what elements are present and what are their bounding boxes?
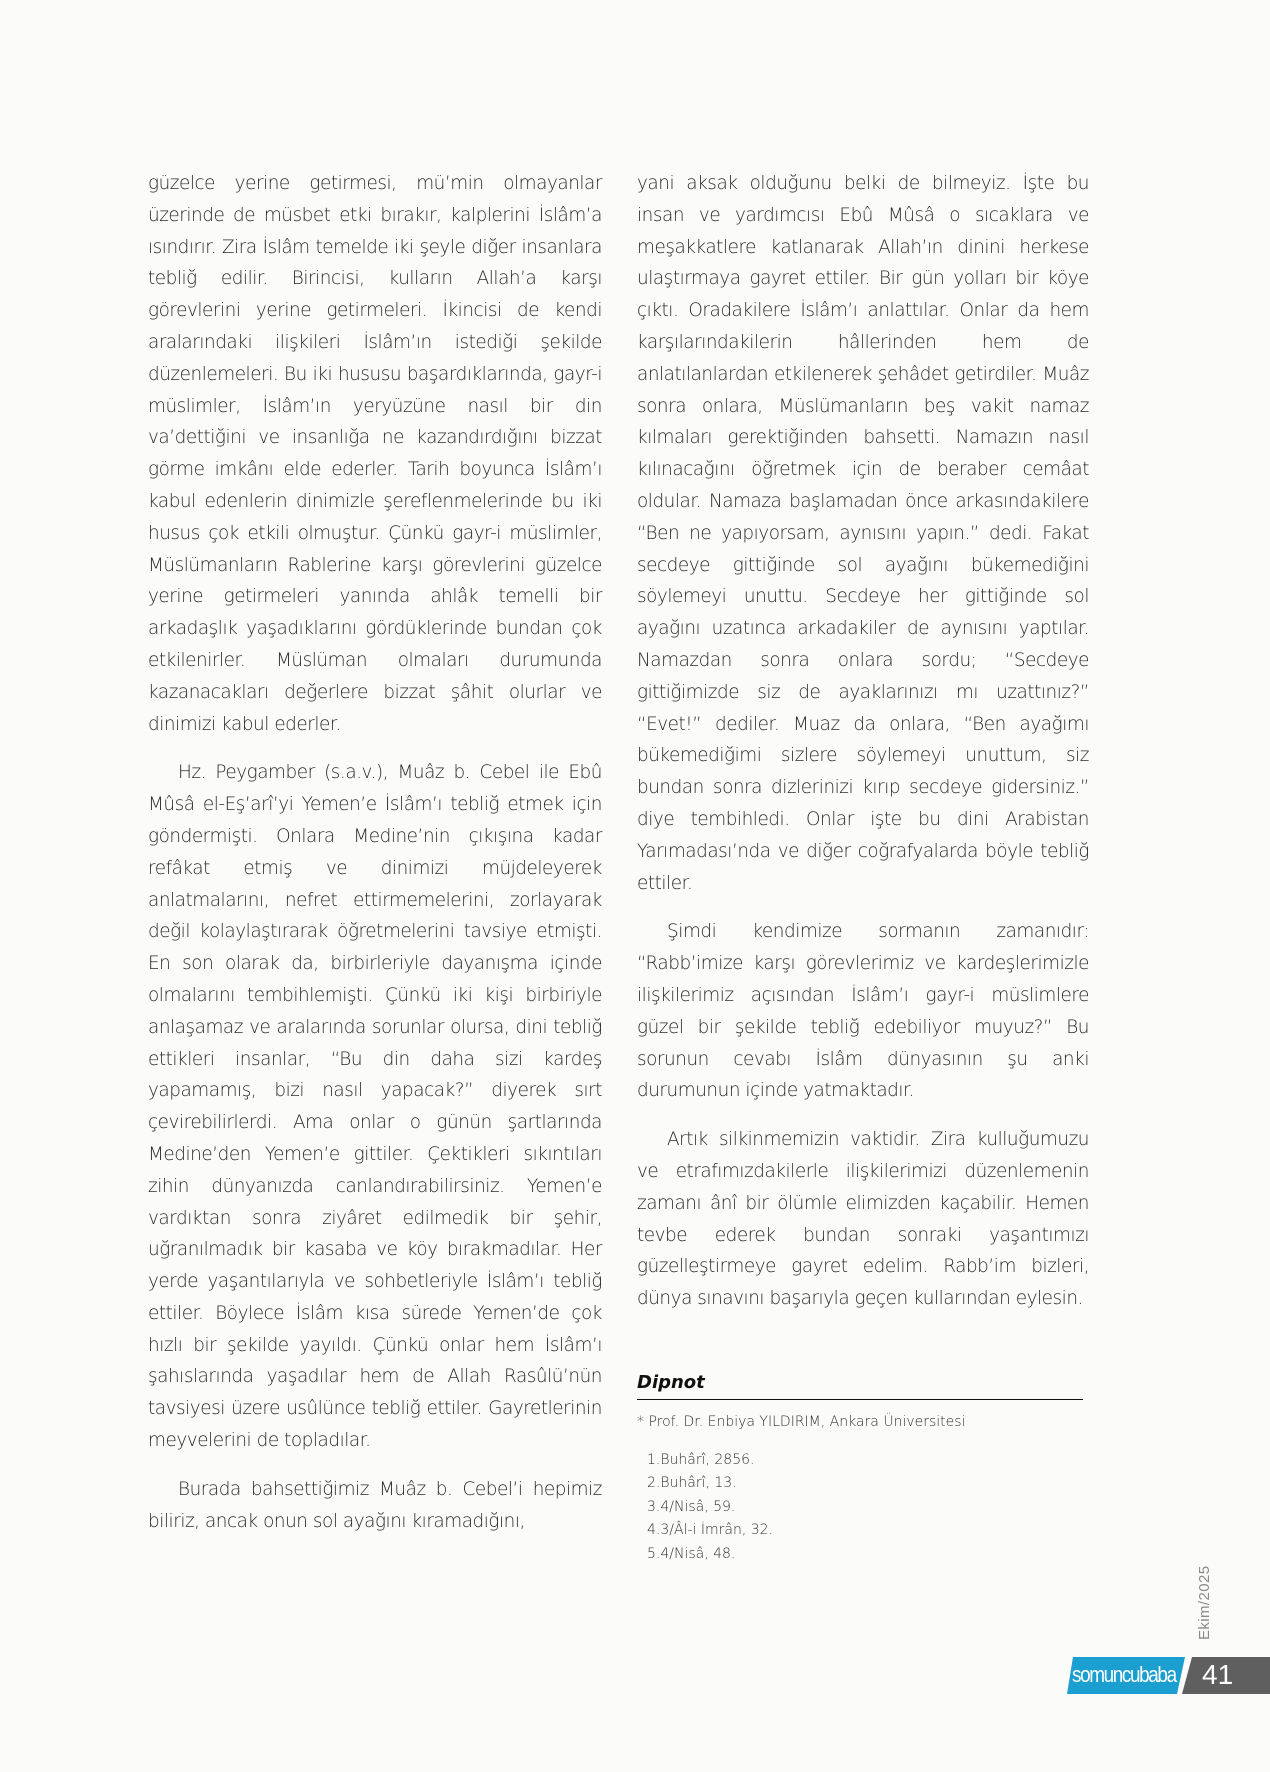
footnotes-list xyxy=(637,1449,1083,1567)
footnote-item: 5.4/Nisâ, 48. xyxy=(647,1545,736,1562)
paragraph: Burada bahsettiğimiz Muâz b. Cebel’i hepimiz biliriz, ancak onun sol ayağını kıramadığını, xyxy=(148,1478,602,1532)
paragraph: Artık silkinmemizin vaktidir. Zira kulluğumuzu ve etrafımızdakilerle ilişkilerimizi düzenlemenin zamanı ânî bir ölümle elimizden kaçabilir. Hemen tevbe ederek bundan sonraki yaşantımızı güzelleştirmeye gayret edelim. Rabb’im bizleri, dünya sınavını başarıyla geçen kullarından eylesin. xyxy=(637,1129,1089,1310)
brand-logo: somuncubaba xyxy=(1072,1662,1176,1687)
footnote-item: 4.3/Âl-i İmrân, 32. xyxy=(647,1522,773,1539)
footnotes-title: Dipnot xyxy=(637,1371,1083,1400)
paragraph: güzelce yerine getirmesi, mü’min olmayanlar üzerinde de müsbet etki bırakır, kalplerini İslâm’a ısındırır. Zira İslâm temelde iki şeyle diğer insanlara tebliğ edilir. Birincisi, kulların Allah’a karşı görevlerini yerine getirmeleri. İkincisi de kendi aralarındaki ilişkileri İslâm’ın istediği şekilde düzenlemeleri. Bu iki hususu başardıklarında, gayr-i müslimler, İslâm’ın yeryüzüne nasıl bir din va’dettiğini ve insanlığa ne kazandırdığını bizzat görme imkânı elde ederler. Tarih boyunca İslâm’ı kabul edenlerin dinimizle şereflenmelerinde bu iki husus çok etkili olmuştur. Çünkü gayr-i müslimler, Müslümanların Rablerine karşı görevlerini güzelce yerine getirmeleri yanında ahlâk temelli bir arkadaşlık yaşadıklarını gördüklerinde bundan çok etkilenirler. Müslüman olmaları durumunda kazanacakları değerlere bizzat şâhit olurlar ve dinimizi kabul ederler. xyxy=(148,173,602,735)
paragraph: yani aksak olduğunu belki de bilmeyiz. İşte bu insan ve yardımcısı Ebû Mûsâ o sıcaklara ve meşakkatlere katlanarak Allah’ın dinini herkese ulaştırmaya gayret ettiler. Bir gün yolları bir köye çıktı. Oradakilere İslâm’ı anlattılar. Onlar da hem karşılarındakilerin hâllerinden hem de anlatılanlardan etkilenerek şehâdet getirdiler. Muâz sonra onlara, Müslümanların beş vakit namaz kılmaları gerektiğinden bahsetti. Namazın nasıl kılınacağını öğretmek için de beraber cemâat oldular. Namaza başlamadan önce arkasındakilere “Ben ne yapıyorsam, aynısını yapın.” dedi. Fakat secdeye gittiğinde sol ayağını bükemediğini söylemeyi unuttu. Secdeye her gittiğinde sol ayağını uzatınca arkadakiler de aynısını yaptılar. Namazdan sonra onlara sordu; “Secdeye gittiğimizde siz de ayaklarınızı mı uzattınız?” “Evet!” dediler. Muaz da onlara, “Ben ayağımı bükemediğimi sizlere söylemeyi unuttum, siz bundan sonra dizlerinizi kırıp secdeye gidersiniz.” diye tembihledi. Onlar işte bu dini Arabistan Yarımadası’nda ve diğer coğrafyalarda böyle tebliğ ettiler. xyxy=(637,173,1089,894)
article-left-column xyxy=(148,168,602,1554)
page-footer-brand xyxy=(1067,1657,1270,1694)
paragraph: Şimdi kendimize sormanın zamanıdır: “Rabb’imize karşı görevlerimiz ve kardeşlerimizle ilişkilerimiz açısından İslâm’ı gayr-i müslimlere güzel bir şekilde tebliğ edebiliyor muyuz?” Bu sorunun cevabı İslâm dünyasının şu anki durumunun içinde yatmaktadır. xyxy=(637,921,1089,1102)
footnotes-section xyxy=(637,1371,1083,1567)
issue-date: Ekim/2025 xyxy=(1196,1565,1213,1640)
paragraph: Hz. Peygamber (s.a.v.), Muâz b. Cebel ile Ebû Mûsâ el-Eş’arî’yi Yemen’e İslâm’ı tebliğ etmek için göndermişti. Onlara Medine’nin çıkışına kadar refâkat etmiş ve dinimizi müjdeleyerek anlatmalarını, nefret ettirmemelerini, zorlayarak değil kolaylaştırarak öğretmelerini tavsiye etmişti. En son olarak da, birbirleriyle dayanışma içinde olmalarını tembihlemişti. Çünkü iki kişi birbiriyle anlaşamaz ve aralarında sorunlar olursa, dini tebliğ ettikleri insanlar, “Bu din daha sizi kardeş yapamamış, bizi nasıl yapacak?” diyerek sırt çevirebilirlerdi. Ama onlar o günün şartlarında Medine’den Yemen’e gittiler. Çektikleri sıkıntıları zihin dünyanızda canlandırabilirsiniz. Yemen’e vardıktan sonra ziyâret edilmedik bir şehir, uğranılmadık bir kasaba ve köy bırakmadılar. Her yerde yaşantılarıyla ve sohbetleriyle İslâm’ı tebliğ ettiler. Böylece İslâm kısa sürede Yemen’de çok hızlı bir şekilde yayıldı. Çünkü onlar hem İslâm’ı şahıslarında yaşadılar hem de Allah Rasûlü’nün tavsiyesi üzere usûlünce tebliğ ettiler. Gayretlerinin meyvelerini de topladılar. xyxy=(148,762,602,1452)
footnote-item: 3.4/Nisâ, 59. xyxy=(647,1498,736,1515)
footnote-item: 2.Buhârî, 13. xyxy=(647,1475,737,1492)
author-note: * Prof. Dr. Enbiya YILDIRIM, Ankara Üniversitesi xyxy=(637,1413,966,1430)
page-number: 41 xyxy=(1202,1659,1234,1690)
footnote-item: 1.Buhârî, 2856. xyxy=(647,1451,755,1468)
article-right-column xyxy=(637,168,1089,1566)
